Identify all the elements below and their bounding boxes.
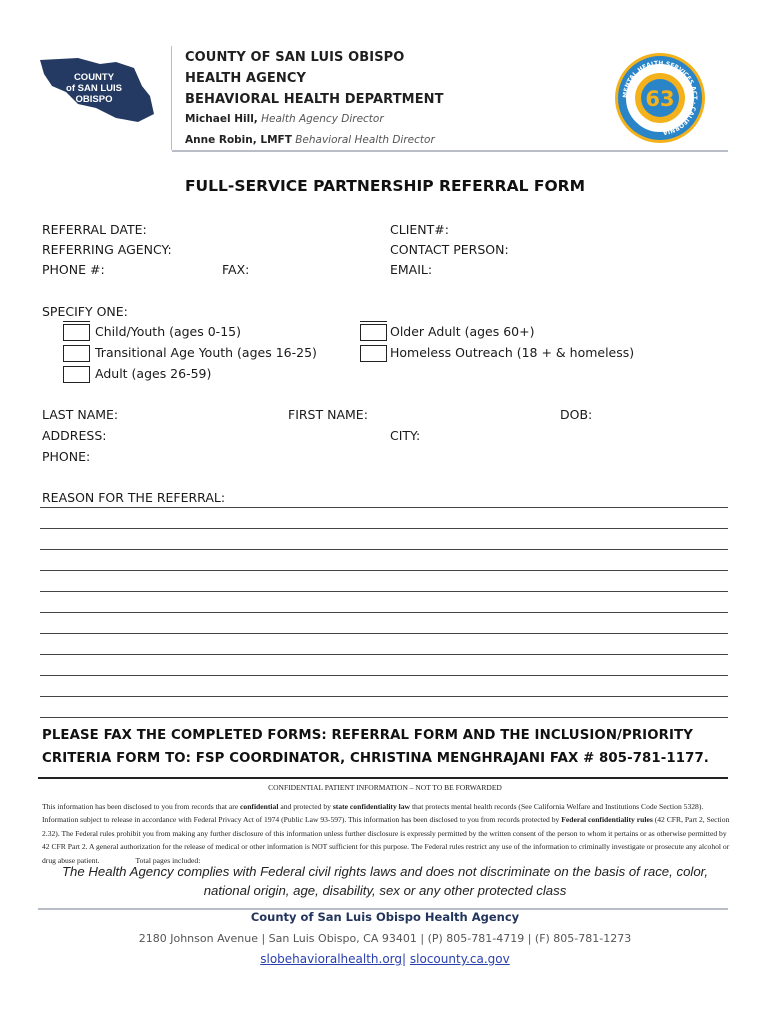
checkbox-transitional-age-youth[interactable] [63, 345, 90, 362]
footer-agency: County of San Luis Obispo Health Agency [250, 910, 520, 924]
director-2 [185, 134, 435, 146]
checkbox-homeless-outreach[interactable] [360, 345, 387, 362]
seal-number: 63 [645, 87, 675, 111]
confidential-text-bold-3: Federal confidentiality rules [561, 815, 653, 825]
dob-label: DOB: [560, 407, 593, 422]
confidential-rule [38, 777, 728, 779]
option-child-youth: Child/Youth (ages 0-15) [95, 324, 241, 339]
email-label: EMAIL: [390, 262, 433, 277]
reason-line[interactable] [40, 549, 728, 550]
option-adult: Adult (ages 26-59) [95, 366, 212, 381]
reason-line[interactable] [40, 696, 728, 697]
checkbox-adult[interactable] [63, 366, 90, 383]
director-1 [185, 113, 384, 125]
header-rule [172, 150, 728, 152]
checkbox-older-adult[interactable] [360, 324, 387, 341]
footer-link-separator: | [402, 952, 407, 966]
reason-line[interactable] [40, 528, 728, 529]
first-name-label: FIRST NAME: [288, 407, 368, 422]
org-line-agency: HEALTH AGENCY [185, 71, 306, 86]
reason-line[interactable] [40, 633, 728, 634]
option-homeless-outreach: Homeless Outreach (18 + & homeless) [390, 345, 635, 360]
logo-line-2: of SAN LUIS [66, 83, 122, 94]
fax-instructions-line-2: CRITERIA FORM TO: FSP COORDINATOR, CHRISTINA MENGHRAJANI FAX # 805-781-1177. [42, 751, 709, 766]
county-logo [38, 56, 154, 124]
checkbox-group-top-right [360, 321, 387, 322]
total-pages-label: Total pages included: [135, 855, 201, 865]
checkbox-group-top-left [63, 321, 90, 322]
reason-line[interactable] [40, 675, 728, 676]
last-name-label: LAST NAME: [42, 407, 119, 422]
client-phone-label: PHONE: [42, 449, 91, 464]
referring-agency-label: REFERRING AGENCY: [42, 242, 172, 257]
reason-line[interactable] [40, 654, 728, 655]
header-divider [171, 46, 172, 150]
specify-one-label: SPECIFY ONE: [42, 304, 128, 319]
fax-instructions-line-1: PLEASE FAX THE COMPLETED FORMS: REFERRAL FORM AND THE INCLUSION/PRIORITY [42, 728, 693, 743]
contact-person-label: CONTACT PERSON: [390, 242, 509, 257]
footer-address: 2180 Johnson Avenue | San Luis Obispo, CA 93401 | (P) 805-781-4719 | (F) 805-781-1273 [138, 932, 632, 945]
confidential-text-4: (42 CFR, Part 2, Section 2.32). The Federal rules prohibit you from making any further disclosure of this information unless further disclosure is expressly permitted by the written consent of the person to whom it pertains or as otherwise permitted by 42 CFR Part 2. A general authorization for the release of medical or other information is NOT sufficient for this purpose. The Federal rules restrict any use of the information to criminally investigate or prosecute any alcohol or drug abuse patient. [42, 815, 730, 865]
option-transitional-age-youth: Transitional Age Youth (ages 16-25) [95, 345, 317, 360]
reason-label: REASON FOR THE REFERRAL: [42, 490, 226, 505]
reason-line[interactable] [40, 717, 728, 718]
confidential-text-1: This information has been disclosed to you from records that are [42, 802, 241, 811]
confidential-text-2: and protected by [278, 802, 333, 811]
city-label: CITY: [390, 428, 421, 443]
footer-links [0, 952, 770, 966]
reason-line[interactable] [40, 507, 728, 508]
org-line-department: BEHAVIORAL HEALTH DEPARTMENT [185, 92, 444, 107]
civil-rights-statement: The Health Agency complies with Federal civil rights laws and does not discriminate on the basis of race, color, national origin, age, disability, sex or any other protected class [61, 864, 708, 898]
logo-line-1: COUNTY [73, 72, 115, 83]
fax-instructions [42, 724, 742, 770]
reason-line[interactable] [40, 612, 728, 613]
option-older-adult: Older Adult (ages 60+) [390, 324, 535, 339]
confidential-notice [42, 800, 730, 867]
confidential-text-bold-2: state confidentiality law [332, 802, 411, 811]
org-line-county: COUNTY OF SAN LUIS OBISPO [185, 50, 405, 65]
director-1-name: Michael Hill, [185, 113, 258, 125]
mhsa-seal [614, 52, 706, 144]
confidential-title: CONFIDENTIAL PATIENT INFORMATION – NOT TO BE FORWARDED [268, 783, 502, 792]
logo-line-3: OBISPO [75, 94, 113, 105]
fax-label: FAX: [222, 262, 250, 277]
director-1-title: Health Agency Director [261, 113, 384, 125]
link-slocounty[interactable]: slocounty.ca.gov [409, 952, 510, 966]
reason-line[interactable] [40, 591, 728, 592]
client-number-label: CLIENT#: [390, 222, 449, 237]
checkbox-child-youth[interactable] [63, 324, 90, 341]
link-slobehavioralhealth[interactable]: slobehavioralhealth.org [260, 952, 403, 966]
confidential-text-bold-1: confidential [240, 802, 279, 811]
referral-date-label: REFERRAL DATE: [42, 222, 147, 237]
director-2-title: Behavioral Health Director [295, 134, 435, 146]
form-title: FULL-SERVICE PARTNERSHIP REFERRAL FORM [184, 177, 586, 195]
seal-text: MENTAL HEALTH SERVICES ACT · CALIFORNIA [621, 59, 699, 136]
address-label: ADDRESS: [42, 428, 107, 443]
reason-line[interactable] [40, 570, 728, 571]
confidential-text-3: that protects mental health records (See California Welfare and Institutions Code Section 5328). Information subject to release in accordance with Federal Privacy Act of 1974 (Public Law 93-597). This information has been disclosed to you from records protected by [42, 802, 704, 825]
director-2-name: Anne Robin, LMFT [185, 134, 292, 146]
phone-label: PHONE #: [42, 262, 105, 277]
